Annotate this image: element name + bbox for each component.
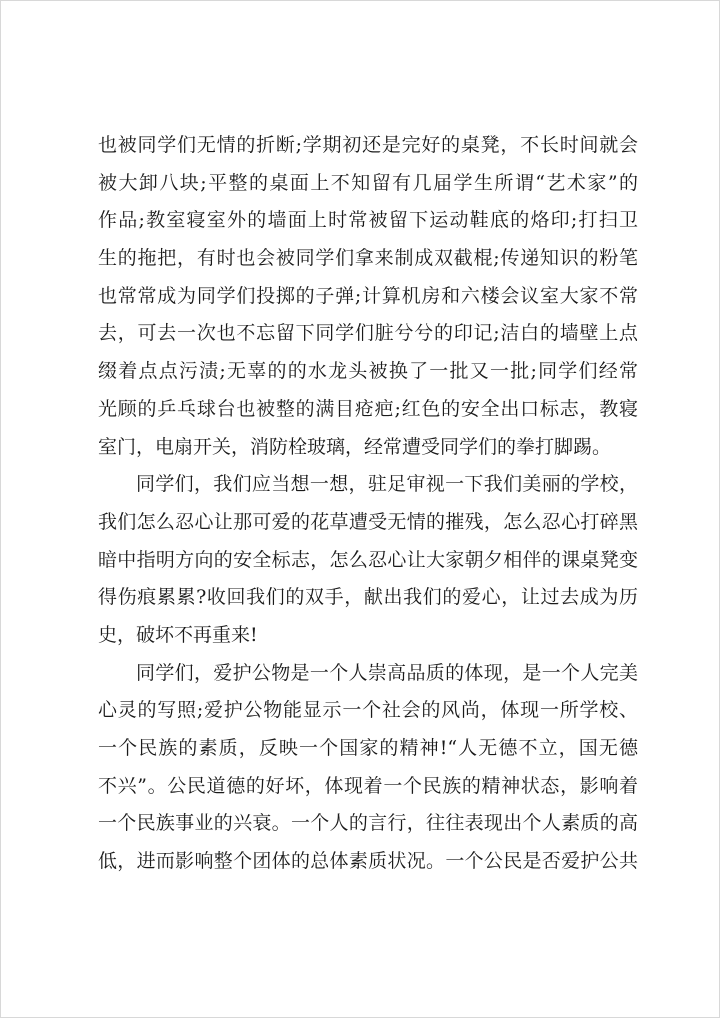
text-line: 一个民族事业的兴衰。一个人的言行，往往表现出个人素质的高 [98,812,638,835]
paragraph-start-line: 同学们，我们应当想一想，驻足审视一下我们美丽的学校， [136,473,638,496]
text-line: 我们怎么忍心让那可爱的花草遭受无情的摧残，怎么忍心打碎黑 [98,510,638,533]
document-body [98,127,638,881]
paragraph-start-line: 同学们，爱护公物是一个人崇高品质的体现，是一个人完美 [136,661,638,684]
text-line: 光顾的乒乓球台也被整的满目疮疤;红色的安全出口标志，教寝 [98,397,638,420]
text-line: 也常常成为同学们投掷的子弹;计算机房和六楼会议室大家不常 [98,284,638,307]
text-line: 史，破坏不再重来! [98,623,258,646]
text-line: 低，进而影响整个团体的总体素质状况。一个公民是否爱护公共 [98,850,638,873]
text-line: 缀着点点污渍;无辜的的水龙头被换了一批又一批;同学们经常 [98,360,638,383]
text-line: 作品;教室寝室外的墙面上时常被留下运动鞋底的烙印;打扫卫 [98,209,638,232]
text-line: 生的拖把，有时也会被同学们拿来制成双截棍;传递知识的粉笔 [98,247,638,270]
text-line: 得伤痕累累?收回我们的双手，献出我们的爱心，让过去成为历 [98,586,638,609]
text-line: 室门，电扇开关，消防栓玻璃，经常遭受同学们的拳打脚踢。 [98,435,612,458]
text-line: 一个民族的素质，反映一个国家的精神!“人无德不立，国无德 [98,737,638,759]
text-line: 不兴”。公民道德的好坏，体现着一个民族的精神状态，影响着 [98,774,638,797]
text-line: 被大卸八块;平整的桌面上不知留有几届学生所谓“艺术家”的 [98,171,638,194]
text-line: 暗中指明方向的安全标志，怎么忍心让大家朝夕相伴的课桌凳变 [98,548,638,571]
text-line: 去，可去一次也不忘留下同学们脏兮兮的印记;洁白的墙壁上点 [98,322,638,345]
text-line: 心灵的写照;爱护公物能显示一个社会的风尚，体现一所学校、 [98,699,638,722]
text-line: 也被同学们无情的折断;学期初还是完好的桌凳，不长时间就会 [98,134,638,156]
